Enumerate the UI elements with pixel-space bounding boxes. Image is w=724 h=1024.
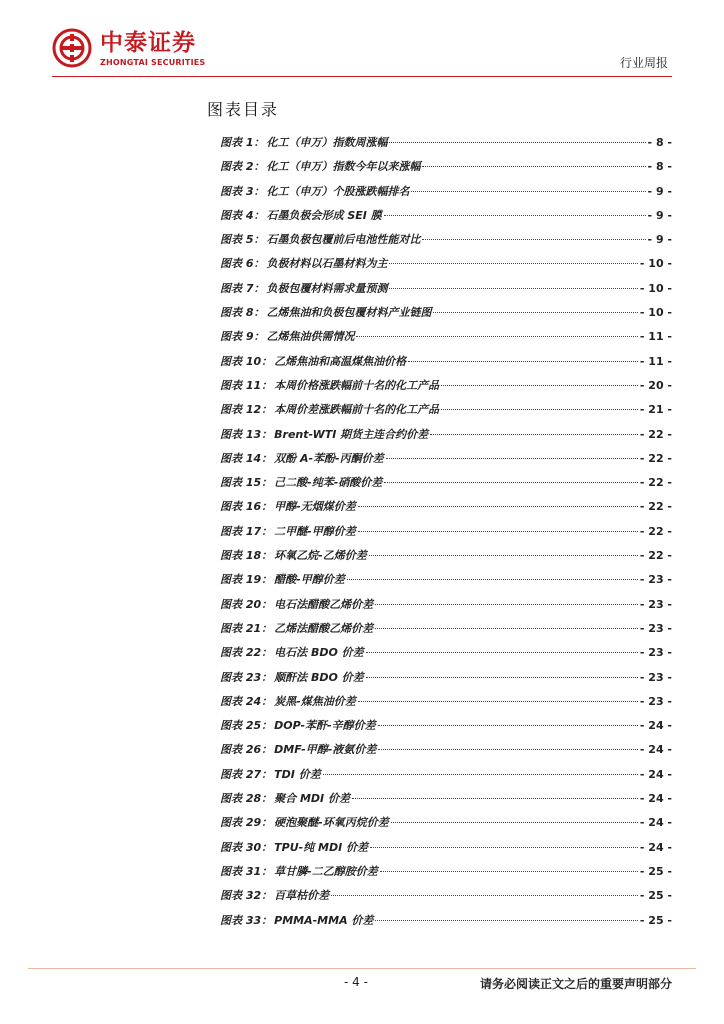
toc-entry-label: 图表 15： bbox=[220, 476, 273, 490]
toc-entry-text: 石墨负极会形成 SEI 膜 bbox=[266, 208, 382, 222]
toc-entry-page: - 11 - bbox=[639, 354, 672, 368]
toc-entry-page: - 23 - bbox=[639, 621, 672, 635]
toc-entry[interactable] bbox=[220, 839, 672, 863]
toc-entry-page: - 10 - bbox=[639, 306, 672, 320]
toc-entry-page: - 23 - bbox=[639, 573, 672, 587]
toc-entry-text: PMMA-MMA 价差 bbox=[274, 913, 374, 927]
toc-entry[interactable] bbox=[220, 328, 672, 352]
toc-entry[interactable] bbox=[220, 353, 672, 377]
toc-entry-text: 聚合 MDI 价差 bbox=[274, 792, 350, 806]
toc-entry-page: - 10 - bbox=[639, 281, 672, 295]
toc-leader-dots bbox=[323, 774, 638, 775]
toc-entry[interactable] bbox=[220, 814, 672, 838]
toc-entry-label: 图表 7： bbox=[220, 281, 265, 295]
toc-entry-label: 图表 9： bbox=[220, 330, 265, 344]
toc-entry-text: 石墨负极包覆前后电池性能对比 bbox=[266, 233, 421, 247]
toc-leader-dots bbox=[384, 215, 646, 216]
toc-leader-dots bbox=[358, 701, 638, 702]
toc-entry[interactable] bbox=[220, 280, 672, 304]
toc-entry-text: 化工（申万）指数今年以来涨幅 bbox=[266, 160, 421, 174]
toc-entry-label: 图表 33： bbox=[220, 913, 273, 927]
toc-entry-text: 负极材料以石墨材料为主 bbox=[266, 257, 388, 271]
toc-entry[interactable] bbox=[220, 620, 672, 644]
toc-entry-label: 图表 28： bbox=[220, 792, 273, 806]
toc-leader-dots bbox=[375, 920, 637, 921]
toc-entry-label: 图表 22： bbox=[220, 646, 273, 660]
toc-entry-text: 草甘膦-二乙醇胺价差 bbox=[274, 864, 378, 878]
toc-leader-dots bbox=[391, 822, 638, 823]
toc-entry[interactable] bbox=[220, 401, 672, 425]
toc-entry-label: 图表 20： bbox=[220, 597, 273, 611]
toc-entry[interactable] bbox=[220, 644, 672, 668]
toc-entry-label: 图表 2： bbox=[220, 160, 265, 174]
toc-entry-text: 化工（申万）指数周涨幅 bbox=[266, 136, 388, 149]
toc-leader-dots bbox=[384, 482, 638, 483]
toc-title: 图表目录 bbox=[207, 100, 280, 119]
toc-entry-label: 图表 3： bbox=[220, 184, 265, 198]
brand-name-cn: 中泰证券 bbox=[100, 30, 196, 56]
toc-entry-text: 电石法醋酸乙烯价差 bbox=[274, 597, 374, 611]
toc-entry-label: 图表 18： bbox=[220, 549, 273, 563]
toc-leader-dots bbox=[441, 385, 638, 386]
toc-entry-text: 本周价差涨跌幅前十名的化工产品 bbox=[274, 403, 440, 417]
toc-leader-dots bbox=[422, 166, 645, 167]
toc-leader-dots bbox=[411, 191, 645, 192]
toc-entry[interactable] bbox=[220, 450, 672, 474]
toc-entry-label: 图表 25： bbox=[220, 719, 273, 733]
toc-leader-dots bbox=[375, 628, 638, 629]
toc-leader-dots bbox=[441, 409, 638, 410]
toc-entry-page: - 10 - bbox=[639, 257, 672, 271]
toc-entry-text: DOP-苯酐-辛醇价差 bbox=[274, 719, 376, 733]
toc-entry[interactable] bbox=[220, 158, 672, 182]
footer-disclaimer: 请务必阅读正文之后的重要声明部分 bbox=[479, 977, 672, 991]
toc-entry-label: 图表 10： bbox=[220, 354, 273, 368]
toc-entry[interactable] bbox=[220, 571, 672, 595]
toc-entry-text: 本周价格涨跌幅前十名的化工产品 bbox=[274, 378, 440, 392]
report-type: 行业周报 bbox=[619, 56, 668, 70]
toc-entry-label: 图表 8： bbox=[220, 306, 265, 320]
toc-entry-text: 电石法 BDO 价差 bbox=[274, 646, 364, 660]
toc-entry[interactable] bbox=[220, 863, 672, 887]
toc-entry[interactable] bbox=[220, 134, 672, 158]
toc-entry-page: - 24 - bbox=[639, 767, 672, 781]
toc-entry-text: Brent-WTI 期货主连合约价差 bbox=[274, 427, 429, 441]
toc-entry-page: - 20 - bbox=[639, 378, 672, 392]
toc-entry[interactable] bbox=[220, 596, 672, 620]
footer-divider bbox=[28, 968, 696, 969]
toc-entry-text: TPU-纯 MDI 价差 bbox=[274, 840, 369, 854]
toc-entry-label: 图表 17： bbox=[220, 524, 273, 538]
toc-entry-page: - 22 - bbox=[639, 476, 672, 490]
toc-entry[interactable] bbox=[220, 426, 672, 450]
toc-entry-label: 图表 13： bbox=[220, 427, 273, 441]
toc-entry-page: - 21 - bbox=[639, 403, 672, 417]
toc-entry[interactable] bbox=[220, 498, 672, 522]
toc-leader-dots bbox=[378, 725, 638, 726]
toc-entry-page: - 24 - bbox=[639, 792, 672, 806]
toc-entry-text: 负极包覆材料需求量预测 bbox=[266, 281, 388, 295]
toc-leader-dots bbox=[369, 555, 638, 556]
toc-entry[interactable] bbox=[220, 231, 672, 255]
toc-entry-label: 图表 12： bbox=[220, 403, 273, 417]
page-number: - 4 - bbox=[344, 975, 368, 989]
toc-entry-label: 图表 32： bbox=[220, 889, 273, 903]
toc-entry-text: 环氧乙烷-乙烯价差 bbox=[274, 549, 367, 563]
toc-entry[interactable] bbox=[220, 790, 672, 814]
toc-entry-label: 图表 29： bbox=[220, 816, 273, 830]
header-divider bbox=[52, 76, 672, 77]
toc-entry-label: 图表 1： bbox=[220, 136, 265, 149]
toc-entry[interactable] bbox=[220, 912, 672, 936]
toc-entry-label: 图表 26： bbox=[220, 743, 273, 757]
toc-leader-dots bbox=[358, 506, 638, 507]
toc-entry-text: 百草枯价差 bbox=[274, 889, 330, 903]
toc-leader-dots bbox=[380, 871, 638, 872]
toc-entry-page: - 24 - bbox=[639, 816, 672, 830]
toc-leader-dots bbox=[358, 531, 638, 532]
toc-entry[interactable] bbox=[220, 766, 672, 790]
toc-entry-page: - 11 - bbox=[639, 330, 672, 344]
toc-leader-dots bbox=[389, 263, 637, 264]
toc-entry-page: - 22 - bbox=[639, 451, 672, 465]
toc-entry[interactable] bbox=[220, 377, 672, 401]
zhongtai-logo-icon bbox=[52, 28, 92, 68]
toc-entry[interactable] bbox=[220, 255, 672, 279]
toc-entry-text: 化工（申万）个股涨跌幅排名 bbox=[266, 184, 410, 198]
toc-entry-page: - 8 - bbox=[647, 136, 672, 149]
toc-entry-page: - 25 - bbox=[639, 864, 672, 878]
toc-entry-page: - 8 - bbox=[647, 160, 672, 174]
toc-entry-text: DMF-甲醇-液氨价差 bbox=[274, 743, 377, 757]
toc-entry-page: - 22 - bbox=[639, 427, 672, 441]
brand-name-en: ZHONGTAI SECURITIES bbox=[100, 58, 206, 67]
toc-entry-page: - 24 - bbox=[639, 840, 672, 854]
toc-entry-text: 双酚 A-苯酚-丙酮价差 bbox=[274, 451, 384, 465]
toc-leader-dots bbox=[386, 458, 638, 459]
toc-leader-dots bbox=[356, 336, 637, 337]
toc-entry[interactable] bbox=[220, 547, 672, 571]
toc-entry-page: - 9 - bbox=[647, 184, 672, 198]
toc-entry-label: 图表 31： bbox=[220, 864, 273, 878]
toc-entry-text: 二甲醚-甲醇价差 bbox=[274, 524, 356, 538]
toc-entry-text: 炭黑-煤焦油价差 bbox=[274, 694, 356, 708]
toc-entry-label: 图表 24： bbox=[220, 694, 273, 708]
toc-entry-page: - 23 - bbox=[639, 597, 672, 611]
toc-entry-label: 图表 6： bbox=[220, 257, 265, 271]
toc-entry-text: 乙烯法醋酸乙烯价差 bbox=[274, 621, 374, 635]
toc-leader-dots bbox=[433, 312, 637, 313]
page-header bbox=[0, 0, 724, 80]
toc-leader-dots bbox=[422, 239, 645, 240]
toc-entry[interactable] bbox=[220, 474, 672, 498]
toc-entry-page: - 23 - bbox=[639, 670, 672, 684]
toc-entry-page: - 24 - bbox=[639, 743, 672, 757]
toc-entry-label: 图表 27： bbox=[220, 767, 273, 781]
toc-leader-dots bbox=[331, 895, 638, 896]
toc-entry[interactable] bbox=[220, 717, 672, 741]
toc-entry-text: 醋酸-甲醇价差 bbox=[274, 573, 345, 587]
toc-leader-dots bbox=[430, 434, 638, 435]
toc-entry-label: 图表 14： bbox=[220, 451, 273, 465]
toc-leader-dots bbox=[366, 652, 638, 653]
toc-entry-page: - 9 - bbox=[647, 233, 672, 247]
toc-entry-text: 己二酸-纯苯-硝酸价差 bbox=[274, 476, 383, 490]
toc-entry[interactable] bbox=[220, 304, 672, 328]
toc-entry-label: 图表 23： bbox=[220, 670, 273, 684]
toc-entry-page: - 23 - bbox=[639, 694, 672, 708]
toc-list bbox=[220, 134, 672, 936]
toc-leader-dots bbox=[366, 677, 638, 678]
toc-leader-dots bbox=[408, 361, 638, 362]
toc-leader-dots bbox=[347, 579, 638, 580]
toc-entry-page: - 24 - bbox=[639, 719, 672, 733]
toc-entry[interactable] bbox=[220, 887, 672, 911]
toc-entry-text: 顺酐法 BDO 价差 bbox=[274, 670, 364, 684]
toc-entry-page: - 25 - bbox=[639, 913, 672, 927]
toc-entry-page: - 9 - bbox=[647, 208, 672, 222]
toc-entry-page: - 22 - bbox=[639, 524, 672, 538]
toc-entry-page: - 22 - bbox=[639, 500, 672, 514]
toc-entry[interactable] bbox=[220, 523, 672, 547]
toc-entry-text: 硬泡聚醚-环氧丙烷价差 bbox=[274, 816, 389, 830]
toc-leader-dots bbox=[352, 798, 638, 799]
toc-entry-page: - 23 - bbox=[639, 646, 672, 660]
toc-entry-label: 图表 5： bbox=[220, 233, 265, 247]
toc-entry-page: - 22 - bbox=[639, 549, 672, 563]
toc-entry-text: 乙烯焦油和高温煤焦油价格 bbox=[274, 354, 407, 368]
toc-entry[interactable] bbox=[220, 183, 672, 207]
toc-entry-label: 图表 30： bbox=[220, 840, 273, 854]
toc-entry-label: 图表 21： bbox=[220, 621, 273, 635]
toc-entry-label: 图表 11： bbox=[220, 378, 273, 392]
toc-leader-dots bbox=[378, 749, 638, 750]
toc-entry[interactable] bbox=[220, 693, 672, 717]
toc-entry-text: 乙烯焦油和负极包覆材料产业链图 bbox=[266, 306, 432, 320]
toc-entry-text: 甲醇-无烟煤价差 bbox=[274, 500, 356, 514]
toc-entry-label: 图表 19： bbox=[220, 573, 273, 587]
toc-entry-text: TDI 价差 bbox=[274, 767, 321, 781]
toc-leader-dots bbox=[370, 847, 638, 848]
toc-entry-label: 图表 16： bbox=[220, 500, 273, 514]
toc-leader-dots bbox=[375, 604, 638, 605]
toc-entry[interactable] bbox=[220, 207, 672, 231]
toc-leader-dots bbox=[389, 142, 645, 143]
toc-entry-text: 乙烯焦油供需情况 bbox=[266, 330, 355, 344]
toc-entry-page: - 25 - bbox=[639, 889, 672, 903]
toc-entry-label: 图表 4： bbox=[220, 208, 265, 222]
toc-leader-dots bbox=[389, 288, 637, 289]
toc-entry[interactable] bbox=[220, 741, 672, 765]
toc-entry[interactable] bbox=[220, 669, 672, 693]
